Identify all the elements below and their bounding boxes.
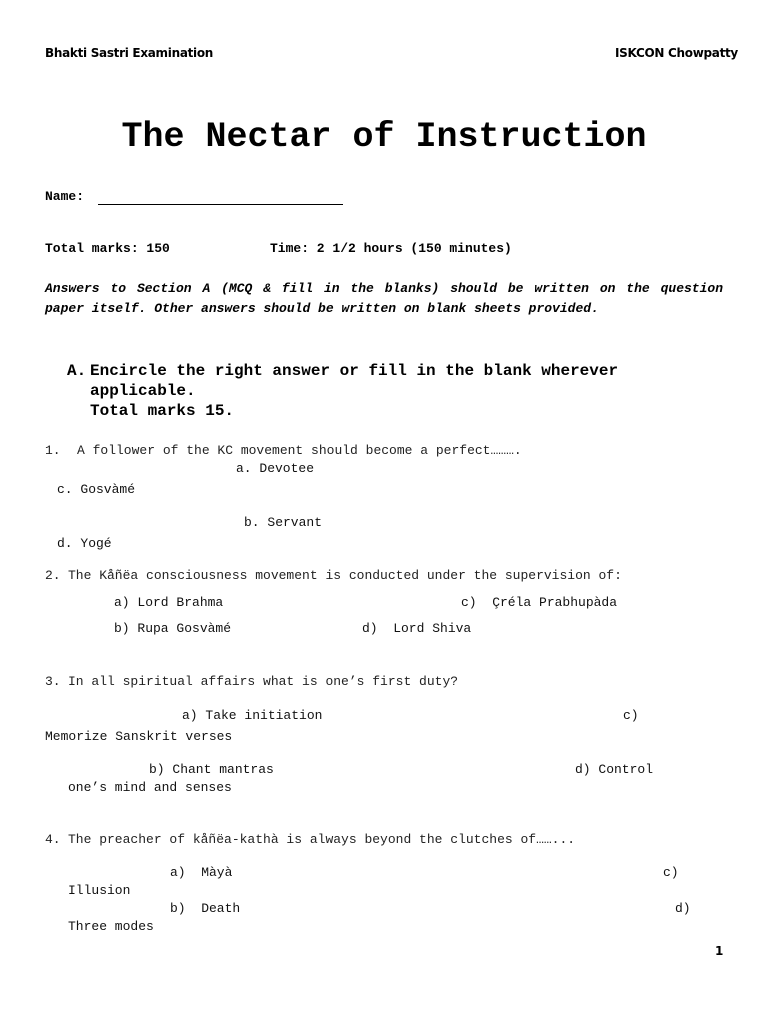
question-1-option-c[interactable]: c. Gosvàmé	[57, 482, 136, 497]
question-4-option-d[interactable]: Three modes	[68, 919, 154, 934]
question-4-option-c-marker[interactable]: c)	[663, 865, 679, 880]
page-number: 1	[715, 944, 724, 958]
section-a-line-3: Total marks 15.	[90, 402, 235, 420]
section-a-marker: A.	[67, 362, 87, 380]
name-label: Name:	[45, 189, 85, 204]
section-a-line-2: applicable.	[90, 382, 196, 400]
header-exam-name: Bhakti Sastri Examination	[45, 46, 214, 60]
question-2-number: 2.	[45, 568, 61, 583]
page-title: The Nectar of Instruction	[121, 117, 647, 157]
exam-time: Time: 2 1/2 hours (150 minutes)	[270, 241, 512, 256]
instructions: Answers to Section A (MCQ & fill in the blanks) should be written on the question paper itself. Other answers should be written on blank sheets provided.	[45, 281, 723, 316]
question-2-option-c[interactable]: c) Çréla Prabhupàda	[461, 595, 618, 610]
question-1-option-d[interactable]: d. Yogé	[57, 536, 112, 551]
question-1-option-a[interactable]: a. Devotee	[236, 461, 315, 476]
question-2-option-b[interactable]: b) Rupa Gosvàmé	[114, 621, 232, 636]
question-2-text: The Kåñëa consciousness movement is conducted under the supervision of:	[68, 568, 622, 583]
question-2-option-a[interactable]: a) Lord Brahma	[114, 595, 224, 610]
question-4-number: 4.	[45, 832, 61, 847]
question-3-option-c-marker[interactable]: c)	[623, 708, 639, 723]
question-1-number: 1.	[45, 443, 61, 458]
question-3-number: 3.	[45, 674, 61, 689]
question-2-option-d[interactable]: d) Lord Shiva	[362, 621, 472, 636]
question-1-option-b[interactable]: b. Servant	[244, 515, 323, 530]
question-4-option-d-marker[interactable]: d)	[675, 901, 691, 916]
question-4-option-c[interactable]: Illusion	[68, 883, 131, 898]
question-1-text: A follower of the KC movement should become a perfect……….	[77, 443, 522, 458]
question-3-option-d[interactable]: one’s mind and senses	[68, 780, 232, 795]
question-3-option-b[interactable]: b) Chant mantras	[149, 762, 274, 777]
question-3-option-a[interactable]: a) Take initiation	[182, 708, 323, 723]
question-3-option-d-marker[interactable]: d) Control	[575, 762, 654, 777]
question-3-option-c[interactable]: Memorize Sanskrit verses	[45, 729, 233, 744]
header-institution: ISKCON Chowpatty	[615, 46, 738, 60]
question-4-option-b[interactable]: b) Death	[170, 901, 241, 916]
section-a-line-1: Encircle the right answer or fill in the blank wherever	[90, 362, 619, 380]
total-marks: Total marks: 150	[45, 241, 170, 256]
question-3-text: In all spiritual affairs what is one’s first duty?	[68, 674, 459, 689]
question-4-text: The preacher of kåñëa-kathà is always beyond the clutches of……...	[68, 832, 576, 847]
name-field-line[interactable]	[98, 204, 343, 205]
question-4-option-a[interactable]: a) Màyà	[170, 865, 233, 880]
